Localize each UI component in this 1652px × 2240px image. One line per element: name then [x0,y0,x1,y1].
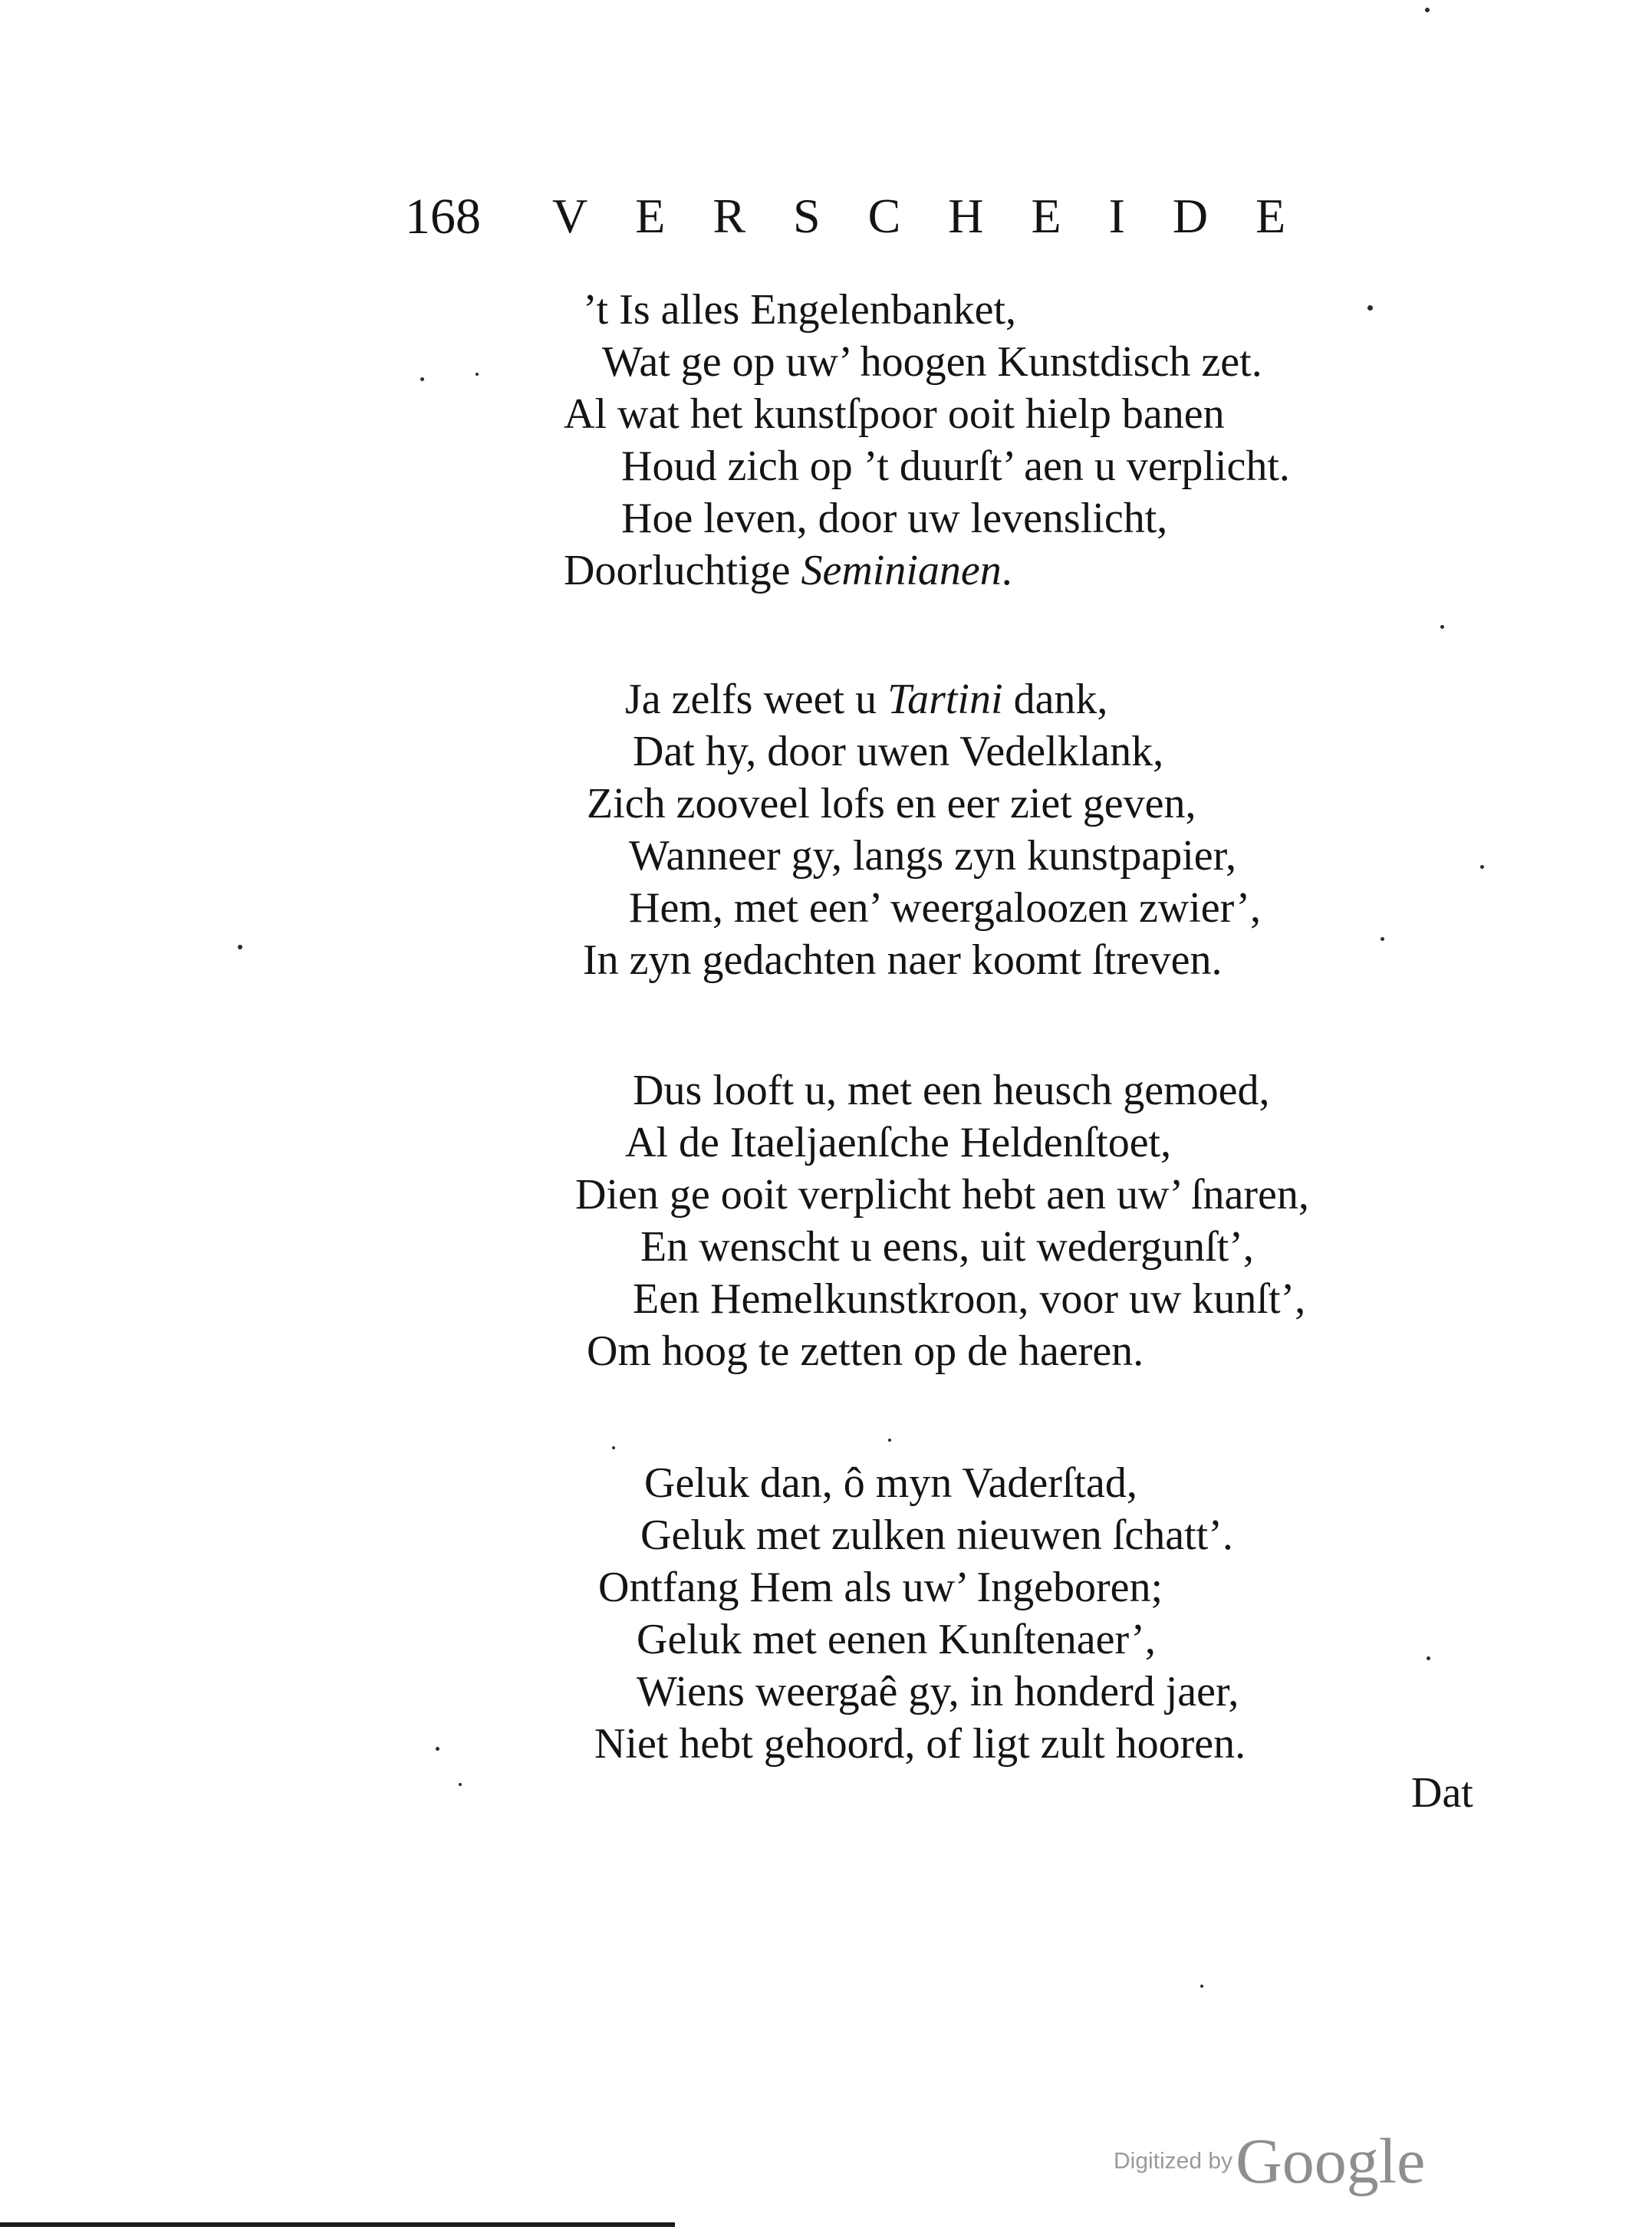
verse-line: Dat hy, door uwen Vedelklank, [633,728,1164,775]
verse-line: Hem, met een’ weergaloozen zwier’, [629,884,1262,932]
verse-line: Wanneer gy, langs zyn kunstpapier, [629,832,1237,880]
verse-line: Al de Itaeljaenſche Heldenſtoet, [625,1119,1172,1166]
verse-text: Doorluchtige [564,547,801,594]
verse-line: Zich zooveel lofs en eer ziet geven, [587,780,1196,827]
page-number: 168 [405,189,481,245]
stanza-2 [583,673,1261,986]
verse-line: ’t Is alles Engelenbanket, [583,286,1017,334]
catchword: Dat [1411,1769,1473,1817]
running-title: VERSCHEIDE [552,189,1334,243]
verse-line: In zyn gedachten naer koomt ſtreven. [583,936,1223,984]
verse-line: Geluk met eenen Kunſtenaer’, [637,1616,1156,1663]
verse-text: . [1001,547,1012,594]
verse-italic-name: Tartini [887,676,1003,723]
verse-text: dank, [1002,676,1108,723]
scan-speck [1200,1985,1203,1988]
verse-line: Niet hebt gehoord, of ligt zult hooren. [594,1720,1246,1768]
scan-speck [1427,1656,1430,1660]
stanza-4 [583,1457,1246,1770]
verse-line [625,673,1261,725]
scan-speck [420,377,424,381]
scan-speck [1440,625,1444,629]
google-logo: Google [1236,2126,1426,2197]
verse-line: Hoe leven, door uw levenslicht, [621,495,1168,542]
scan-speck [1367,305,1373,311]
scan-speck [238,945,242,949]
verse-line: Wat ge op uw’ hoogen Kunstdisch zet. [602,338,1262,386]
scan-speck [1425,8,1430,12]
scan-speck [612,1446,615,1449]
verse-line [564,544,1290,597]
stanza-3 [575,1064,1309,1377]
scan-speck [1381,937,1384,941]
verse-line: Dus looft u, met een heusch gemoed, [633,1067,1270,1114]
verse-text: Ja zelfs weet u [625,676,888,723]
verse-line: En wenscht u eens, uit wedergunſt’, [640,1223,1254,1271]
verse-line: Wiens weergaê gy, in honderd jaer, [637,1668,1239,1715]
digitized-by-google-watermark [1114,2124,1425,2199]
scan-speck [459,1783,462,1786]
verse-line: Om hoog te zetten op de haeren. [587,1327,1144,1375]
verse-line: Geluk met zulken nieuwen ſchatt’. [640,1511,1233,1559]
verse-line: Dien ge ooit verplicht hebt aen uw’ ſnaren, [575,1171,1309,1219]
verse-line: Een Hemelkunstkroon, voor uw kunſt’, [633,1275,1306,1323]
watermark-prefix: Digitized by [1114,2148,1233,2174]
scan-edge-rule [0,2222,675,2227]
stanza-1 [564,284,1290,597]
scan-speck [436,1747,439,1751]
verse-line: Al wat het kunstſpoor ooit hielp banen [564,390,1225,438]
verse-italic-name: Seminianen [801,547,1002,594]
scan-speck [888,1439,891,1442]
verse-line: Geluk dan, ô myn Vaderſtad, [644,1459,1137,1507]
scan-speck [1480,865,1484,869]
scan-speck [476,373,479,376]
verse-line: Houd zich op ’t duurſt’ aen u verplicht. [621,442,1290,490]
verse-line: Ontfang Hem als uw’ Ingeboren; [598,1564,1163,1611]
